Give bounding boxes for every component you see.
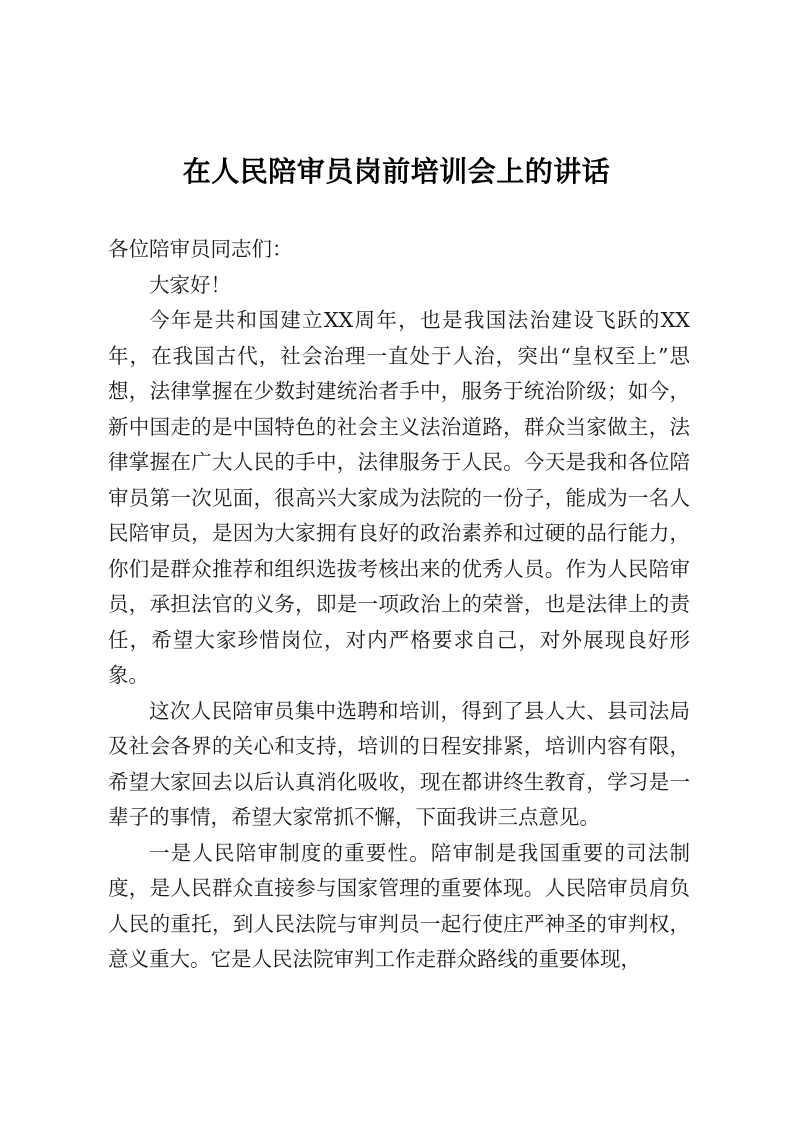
body-paragraph: 一是人民陪审制度的重要性。陪审制是我国重要的司法制度，是人民群众直接参与国家管理的重要体现。人民陪审员肩负人民的重托，到人民法院与审判员一起行使庄严神圣的审判权，意义重大。它是人民法院审判工作走群众路线的重要体现， xyxy=(108,840,690,971)
salutation: 各位陪审员同志们： xyxy=(108,237,293,261)
document-body xyxy=(108,232,690,978)
body-paragraph: 这次人民陪审员集中选聘和培训，得到了县人大、县司法局及社会各界的关心和支持，培训的日程安排紧，培训内容有限，希望大家回去以后认真消化吸收，现在都讲终生教育，学习是一辈子的事情，希望大家常抓不懈，下面我讲三点意见。 xyxy=(108,698,690,829)
greeting-paragraph: 大家好！ xyxy=(149,272,231,297)
document-title: 在人民陪审员岗前培训会上的讲话 xyxy=(182,155,611,188)
body-paragraph: 今年是共和国建立XX周年，也是我国法治建设飞跃的XX年，在我国古代，社会治理一直处于人治，突出“皇权至上”思想，法律掌握在少数封建统治者手中，服务于统治阶级；如今，新中国走的是中国特色的社会主义法治道路，群众当家做主，法律掌握在广大人民的手中，法律服务于人民。今天是我和各位陪审员第一次见面，很高兴大家成为法院的一份子，能成为一名人民陪审员，是因为大家拥有良好的政治素养和过硬的品行能力，你们是群众推荐和组织选拔考核出来的优秀人员。作为人民陪审员，承担法官的义务，即是一项政治上的荣誉，也是法律上的责任，希望大家珍惜岗位，对内严格要求自己，对外展现良好形象。 xyxy=(108,308,690,687)
